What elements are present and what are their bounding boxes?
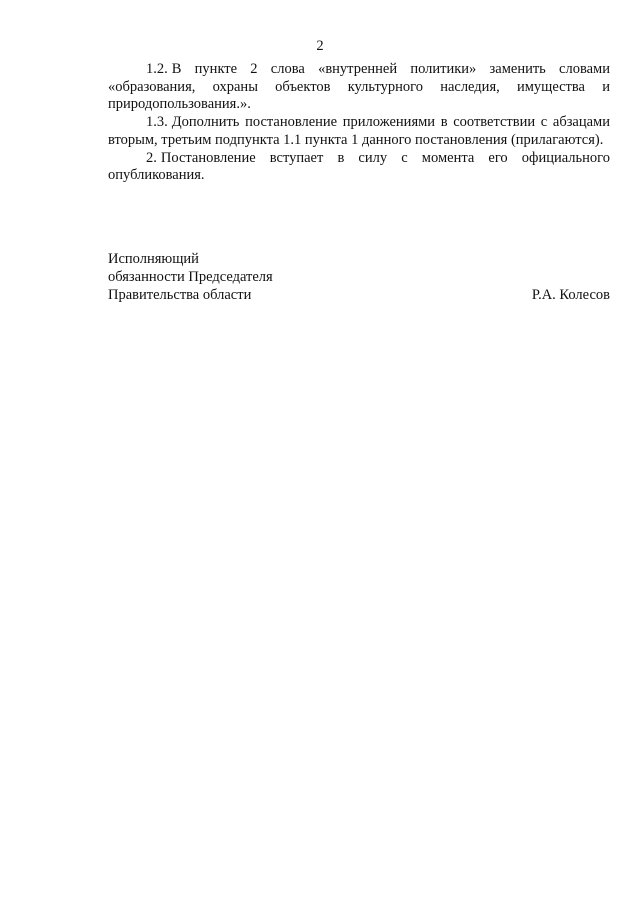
page-number: 2 (316, 38, 324, 54)
paragraph-number: 1.2. (146, 61, 168, 77)
signatory-name: Р.А. Колесов (531, 287, 610, 303)
paragraph-1-2 (108, 61, 610, 114)
paragraph-1-3 (108, 114, 610, 149)
paragraph-text: Дополнить постановление приложениями в соответствии с абзацами вторым, третьим подпункта 1.1 пункта 1 данного постановления (прилагаются). (108, 114, 610, 148)
signatory-position-line-1: Исполняющий (108, 251, 199, 267)
signature-block (108, 250, 610, 304)
paragraph-text: В пункте 2 слова «внутренней политики» заменить словами «образования, охраны объектов культурного наследия, имущества и природопользования.». (108, 61, 610, 113)
document-body (108, 61, 610, 185)
signatory-position-line-2: обязанности Председателя (108, 269, 273, 285)
paragraph-number: 1.3. (146, 114, 168, 131)
signature-row (108, 286, 610, 304)
signatory-position-line-3: Правительства области (108, 287, 252, 303)
paragraph-number: 2. (146, 149, 157, 166)
paragraph-text: Постановление вступает в силу с момента его официального опубликования. (108, 149, 610, 184)
paragraph-2 (108, 150, 610, 185)
